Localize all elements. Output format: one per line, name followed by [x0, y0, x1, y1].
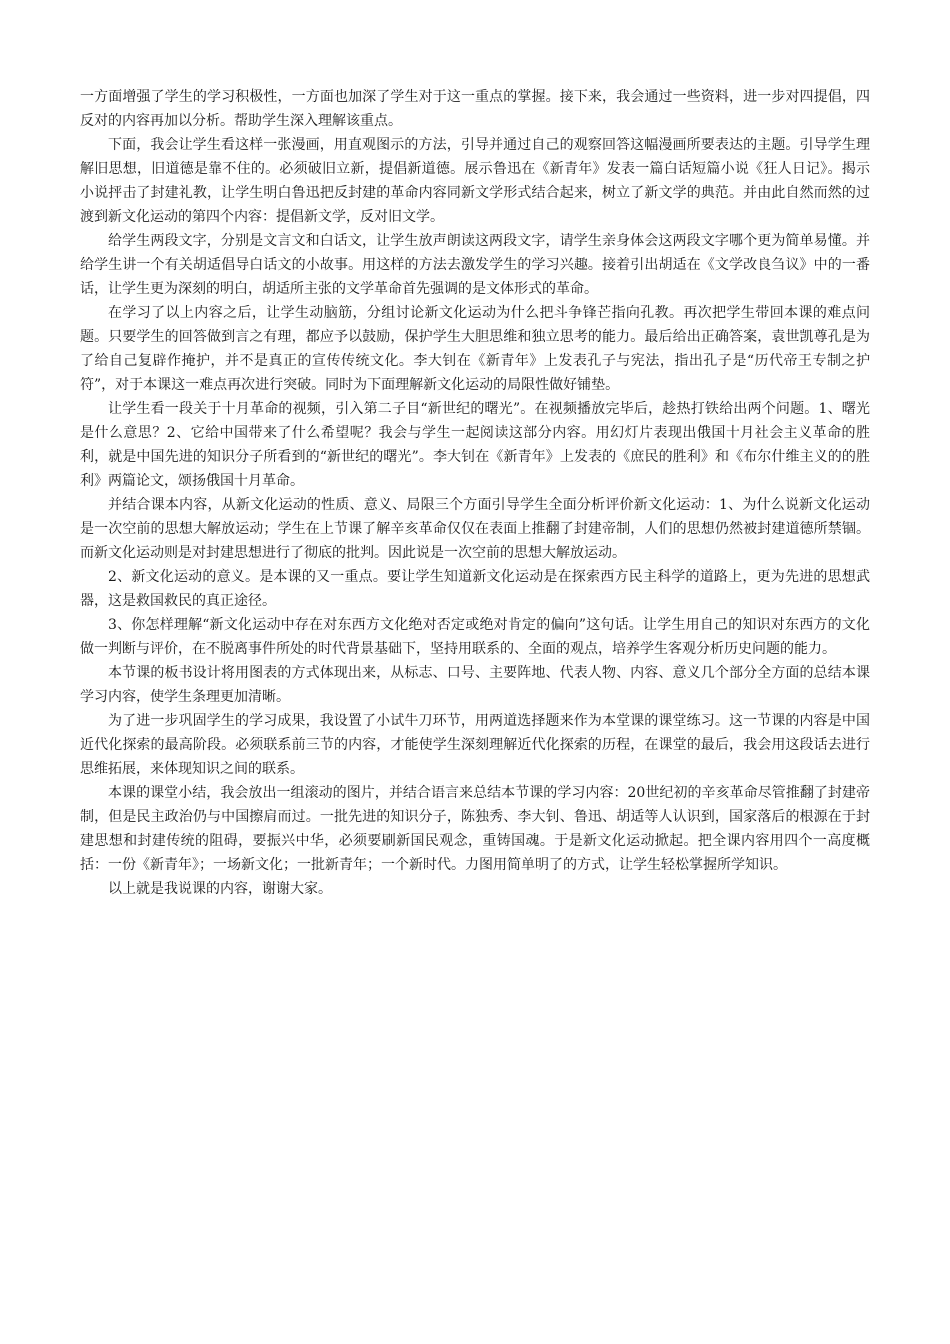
paragraph-continuation: 一方面增强了学生的学习积极性，一方面也加深了学生对于这一重点的掌握。接下来，我会通过一些资料，进一步对四提倡，四反对的内容再加以分析。帮助学生深入理解该重点。: [80, 89, 870, 129]
document-page: [80, 85, 870, 901]
paragraph-understanding: 3、你怎样理解“新文化运动中存在对东西方文化绝对否定或绝对肯定的偏向”这句话。让学生用自己的知识对东西方的文化做一判断与评价，在不脱离事件所处的时代背景基础下，坚持用联系的、全面的观点，培养学生客观分析历史问题的能力。: [80, 617, 870, 657]
paragraph-summary: 本课的课堂小结，我会放出一组滚动的图片，并结合语言来总结本节课的学习内容：20世纪初的辛亥革命尽管推翻了封建帝制，但是民主政治仍与中国擦肩而过。一批先进的知识分子，陈独秀、李大钊、鲁迅、胡适等人认识到，国家落后的根源在于封建思想和封建传统的阻碍，要振兴中华，必须要刷新国民观念，重铸国魂。于是新文化运动掀起。把全课内容用四个一高度概括：一份《新青年》；一场新文化；一批新青年；一个新时代。力图用简单明了的方式，让学生轻松掌握所学知识。: [80, 785, 870, 873]
paragraph-blackboard-design: 本节课的板书设计将用图表的方式体现出来，从标志、口号、主要阵地、代表人物、内容、意义几个部分全方面的总结本课学习内容，使学生条理更加清晰。: [80, 665, 870, 705]
paragraph-cartoon-analysis: 下面，我会让学生看这样一张漫画，用直观图示的方法，引导并通过自己的观察回答这幅漫画所要表达的主题。引导学生理解旧思想，旧道德是靠不住的。必须破旧立新，提倡新道德。展示鲁迅在《新青年》发表一篇白话短篇小说《狂人日记》。揭示小说抨击了封建礼教，让学生明白鲁迅把反封建的革命内容同新文学形式结合起来，树立了新文学的典范。并由此自然而然的过渡到新文化运动的第四个内容：提倡新文学，反对旧文学。: [80, 137, 870, 225]
paragraph-evaluation: 并结合课本内容，从新文化运动的性质、意义、局限三个方面引导学生全面分析评价新文化运动：1、为什么说新文化运动是一次空前的思想大解放运动；学生在上节课了解辛亥革命仅仅在表面上推翻了封建帝制，人们的思想仍然被封建道德所禁锢。而新文化运动则是对封建思想进行了彻底的批判。因此说是一次空前的思想大解放运动。: [80, 497, 870, 561]
paragraph-october-revolution: 让学生看一段关于十月革命的视频，引入第二子目“新世纪的曙光”。在视频播放完毕后，趁热打铁给出两个问题。1、曙光是什么意思？2、它给中国带来了什么希望呢？我会与学生一起阅读这部分内容。用幻灯片表现出俄国十月社会主义革命的胜利，就是中国先进的知识分子所看到的“新世纪的曙光”。李大钊在《新青年》上发表的《庶民的胜利》和《布尔什维主义的的胜利》两篇论文，颂扬俄国十月革命。: [80, 401, 870, 489]
paragraph-closing: 以上就是我说课的内容，谢谢大家。: [108, 881, 332, 897]
paragraph-significance: 2、新文化运动的意义。是本课的又一重点。要让学生知道新文化运动是在探索西方民主科学的道路上，更为先进的思想武器，这是救国救民的真正途径。: [80, 569, 870, 609]
paragraph-group-discussion: 在学习了以上内容之后，让学生动脑筋，分组讨论新文化运动为什么把斗争锋芒指向孔教。再次把学生带回本课的难点问题。只要学生的回答做到言之有理，都应予以鼓励，保护学生大胆思维和独立思考的能力。最后给出正确答案，袁世凯尊孔是为了给自己复辟作掩护，并不是真正的宣传传统文化。李大钊在《新青年》上发表孔子与宪法，指出孔子是“历代帝王专制之护符”，对于本课这一难点再次进行突破。同时为下面理解新文化运动的局限性做好铺垫。: [80, 305, 870, 393]
paragraph-vernacular-reading: 给学生两段文字，分别是文言文和白话文，让学生放声朗读这两段文字，请学生亲身体会这两段文字哪个更为简单易懂。并给学生讲一个有关胡适倡导白话文的小故事。用这样的方法去激发学生的学习兴趣。接着引出胡适在《文学改良刍议》中的一番话，让学生更为深刻的明白，胡适所主张的文学革命首先强调的是文体形式的革命。: [80, 233, 870, 297]
paragraph-practice: 为了进一步巩固学生的学习成果，我设置了小试牛刀环节，用两道选择题来作为本堂课的课堂练习。这一节课的内容是中国近代化探索的最高阶段。必须联系前三节的内容，才能使学生深刻理解近代化探索的历程，在课堂的最后，我会用这段话去进行思维拓展，来体现知识之间的联系。: [80, 713, 870, 777]
